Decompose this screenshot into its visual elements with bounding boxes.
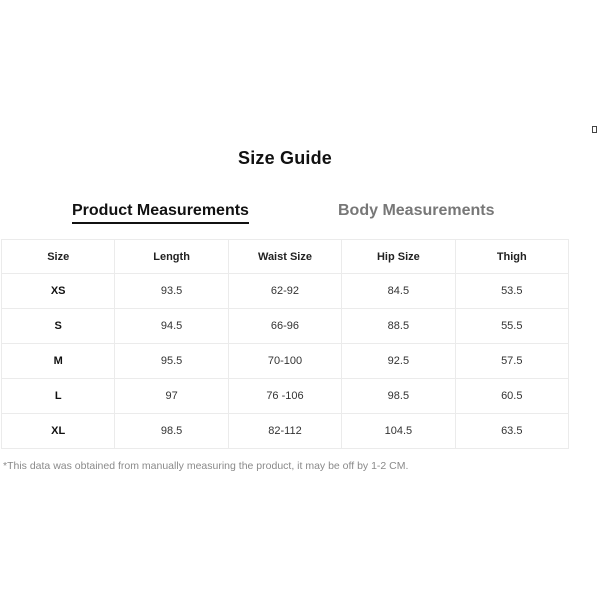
- thigh-cell: 63.5: [455, 414, 568, 449]
- table-row: [2, 414, 569, 449]
- thigh-cell: 57.5: [455, 344, 568, 379]
- hip-cell: 88.5: [342, 309, 455, 344]
- size-table: [1, 239, 569, 449]
- size-cell: S: [2, 309, 115, 344]
- hip-cell: 98.5: [342, 379, 455, 414]
- thigh-cell: 53.5: [455, 274, 568, 309]
- size-cell: XS: [2, 274, 115, 309]
- size-cell: L: [2, 379, 115, 414]
- waist-cell: 70-100: [228, 344, 341, 379]
- measurement-tabs: [0, 202, 570, 228]
- length-cell: 93.5: [115, 274, 228, 309]
- table-row: [2, 309, 569, 344]
- table-row: [2, 274, 569, 309]
- waist-cell: 62-92: [228, 274, 341, 309]
- tab-body-measurements[interactable]: Body Measurements: [338, 202, 495, 219]
- length-cell: 94.5: [115, 309, 228, 344]
- hip-cell: 104.5: [342, 414, 455, 449]
- hip-cell: 92.5: [342, 344, 455, 379]
- hip-cell: 84.5: [342, 274, 455, 309]
- length-cell: 98.5: [115, 414, 228, 449]
- thigh-cell: 55.5: [455, 309, 568, 344]
- size-cell: XL: [2, 414, 115, 449]
- size-cell: M: [2, 344, 115, 379]
- length-cell: 95.5: [115, 344, 228, 379]
- header-size: Size: [2, 240, 115, 274]
- table-header-row: [2, 240, 569, 274]
- page-title: Size Guide: [237, 148, 333, 168]
- measurement-disclaimer: *This data was obtained from manually measuring the product, it may be off by 1-2 CM.: [3, 460, 409, 472]
- waist-cell: 82-112: [228, 414, 341, 449]
- small-box-icon: [592, 126, 597, 133]
- thigh-cell: 60.5: [455, 379, 568, 414]
- header-hip-size: Hip Size: [342, 240, 455, 274]
- header-waist-size: Waist Size: [228, 240, 341, 274]
- waist-cell: 66-96: [228, 309, 341, 344]
- tab-product-measurements[interactable]: Product Measurements: [72, 202, 249, 224]
- table-row: [2, 379, 569, 414]
- header-thigh: Thigh: [455, 240, 568, 274]
- length-cell: 97: [115, 379, 228, 414]
- waist-cell: 76 -106: [228, 379, 341, 414]
- header-length: Length: [115, 240, 228, 274]
- table-row: [2, 344, 569, 379]
